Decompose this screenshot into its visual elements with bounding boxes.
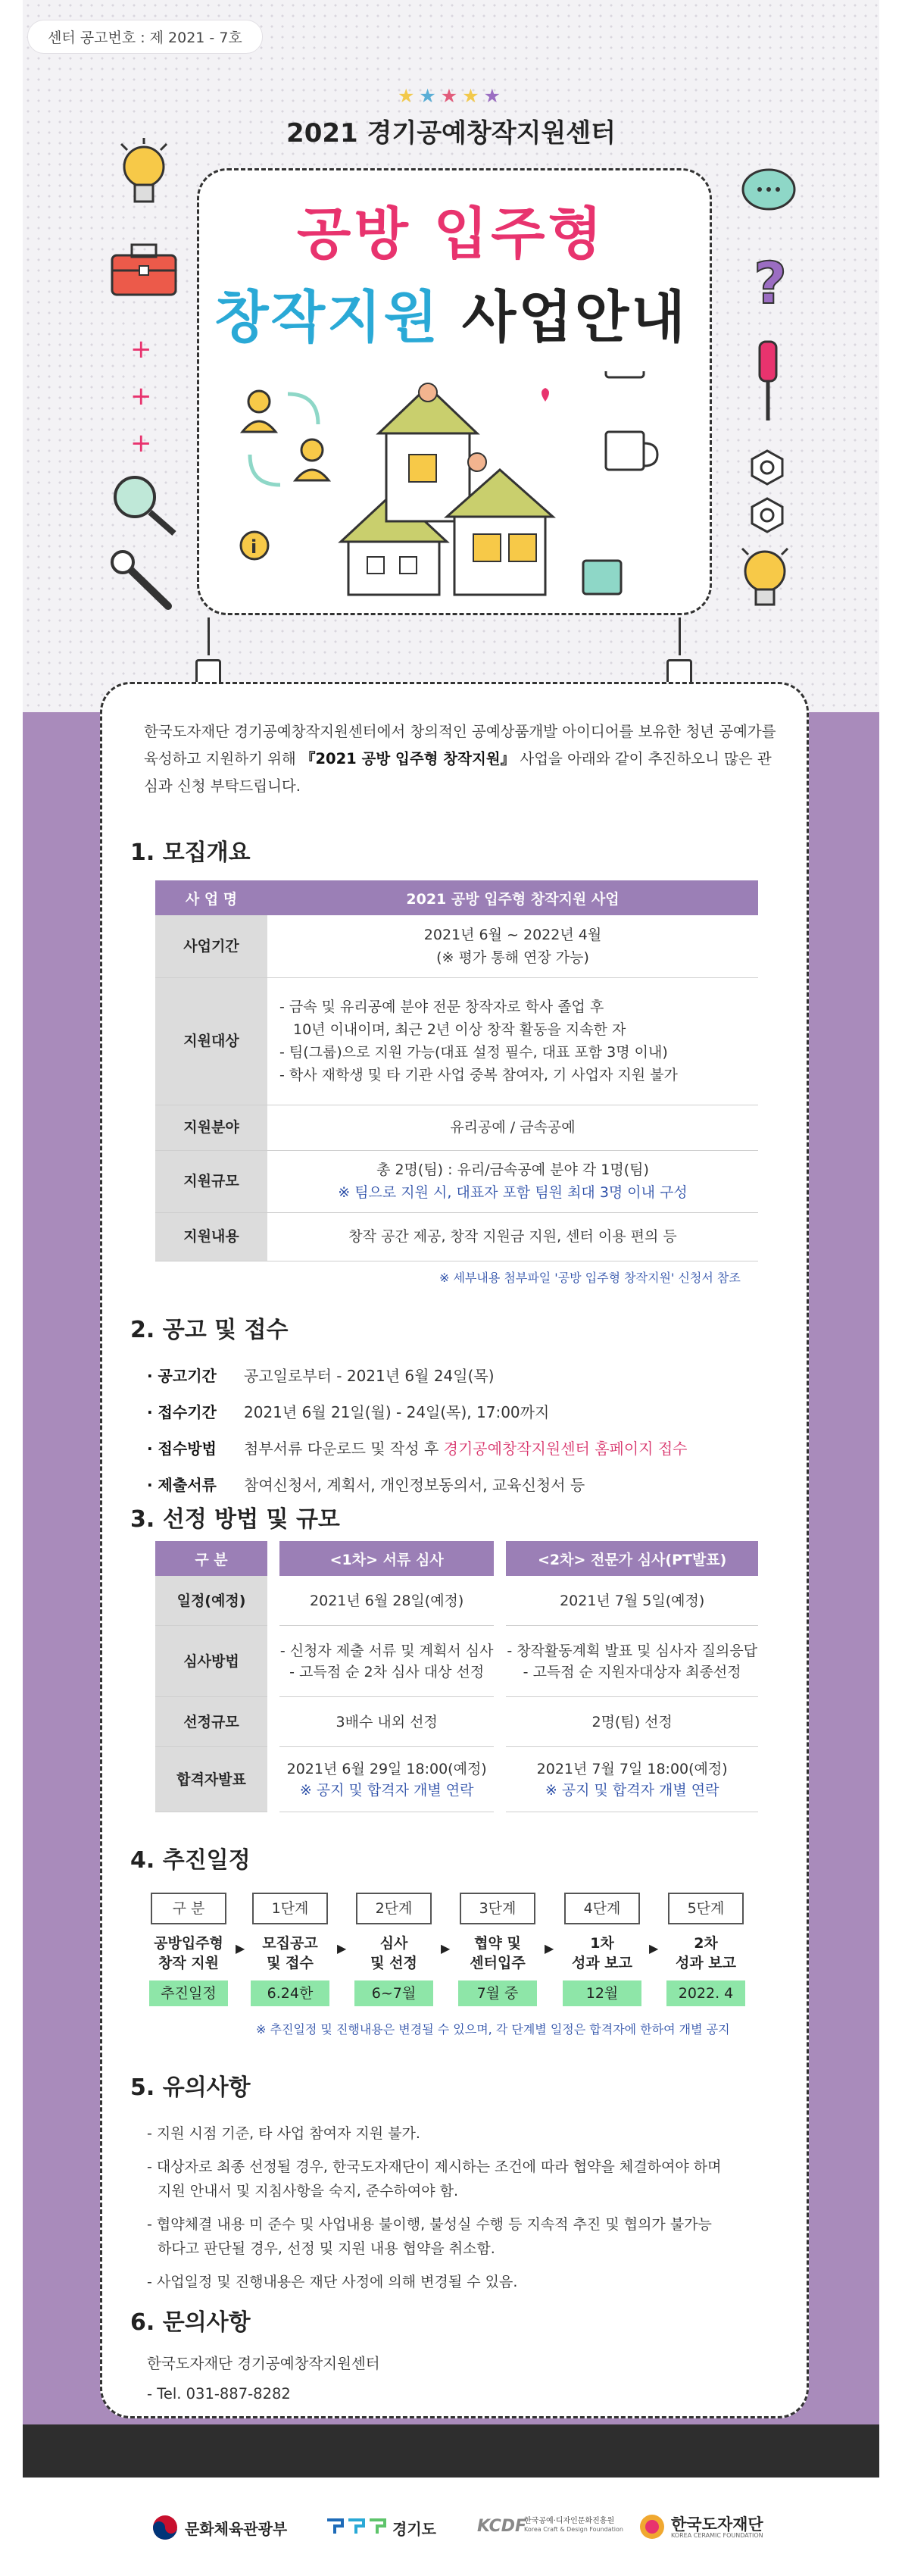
hero-title-support: 창작지원 xyxy=(214,285,441,350)
taegeuk-logo-icon xyxy=(151,2514,179,2541)
speech-bubble-icon xyxy=(738,165,799,218)
gap xyxy=(494,1747,506,1812)
target-value xyxy=(267,977,758,1105)
magnifier-icon xyxy=(106,470,182,538)
notice-number-badge: 센터 공고번호 : 제 2021 - 7호 xyxy=(27,20,263,54)
scale-label: 지원규모 xyxy=(155,1150,267,1212)
caution-item-2a: - 대상자로 최종 선정될 경우, 한국도자재단이 제시하는 조건에 따라 협약을 체결하여야 하며 xyxy=(147,2159,722,2175)
hanger-stem-right xyxy=(679,617,681,655)
center-name: 2021 경기공예창작지원센터 xyxy=(286,118,616,148)
contact-tel: - Tel. 031-887-8282 xyxy=(147,2385,291,2402)
schedule-1: 2021년 6월 28일(예정) xyxy=(279,1576,494,1626)
receipt-period-value: 2021년 6월 21일(월) - 24일(목), 17:00까지 xyxy=(244,1403,550,1421)
selection-head-2: <2차> 전문가 심사(PT발표) xyxy=(506,1541,758,1576)
announce-period-key: · 공고기간 xyxy=(147,1367,217,1385)
schedule-arrow-icon: ▶ xyxy=(545,1941,554,1955)
gap xyxy=(267,1697,279,1747)
svg-text:i: i xyxy=(251,536,257,558)
hanger-left xyxy=(195,659,221,685)
schedule-step-date: 6~7월 xyxy=(354,1980,433,2006)
method-label: 심사방법 xyxy=(155,1626,267,1697)
announce-period-value: 공고일로부터 - 2021년 6월 24일(목) xyxy=(244,1367,495,1385)
scale-line-1: 총 2명(팀) : 유리/금속공예 분야 각 1명(팀) xyxy=(376,1161,649,1178)
logo-kcdf-name: 한국공예·디자인문화진흥원 xyxy=(524,2517,615,2525)
receipt-period-row xyxy=(147,1400,549,1422)
receipt-method-row xyxy=(147,1436,687,1458)
schedule-step-date: 6.24한 xyxy=(251,1980,329,2006)
intro-highlight: 『2021 공방 입주형 창작지원』 xyxy=(300,750,516,767)
schedule-step-name: 공방입주형 창작 지원 xyxy=(154,1935,223,1971)
receipt-method-value: 첨부서류 다운로드 및 작성 후 xyxy=(244,1440,444,1458)
logo-ceramic-foundation: 한국도자재단 xyxy=(671,2515,763,2534)
logo-ministry: 문화체육관광부 xyxy=(185,2520,288,2538)
gap xyxy=(494,1697,506,1747)
schedule-step-head: 4단계 xyxy=(564,1893,640,1924)
nut-icon xyxy=(748,449,786,486)
schedule-arrow-icon: ▶ xyxy=(649,1941,659,1955)
result-1a: 2021년 6월 29일 18:00(예정) xyxy=(286,1760,487,1777)
lightbulb-icon xyxy=(114,136,174,220)
method-1b: - 고득점 순 2차 심사 대상 선정 xyxy=(289,1663,485,1680)
hero-illustration xyxy=(227,371,697,599)
hanger-right xyxy=(666,659,692,685)
homepage-link[interactable]: 경기공예창작지원센터 홈페이지 접수 xyxy=(443,1440,688,1458)
schedule-label: 일정(예정) xyxy=(155,1576,267,1626)
schedule-step-date: 12월 xyxy=(563,1980,641,2006)
section5-title: 5. 유의사항 xyxy=(130,2074,251,2101)
result-1 xyxy=(279,1747,494,1812)
selection-scale-label: 선정규모 xyxy=(155,1697,267,1747)
method-1a: - 신청자 제출 서류 및 계획서 심사 xyxy=(279,1642,494,1659)
gap xyxy=(267,1541,279,1576)
selection-scale-1: 3배수 내외 선정 xyxy=(279,1697,494,1747)
schedule-arrow-icon: ▶ xyxy=(441,1941,451,1955)
selection-head-1: <1차> 서류 심사 xyxy=(279,1541,494,1576)
screwdriver-icon xyxy=(746,337,791,428)
method-1 xyxy=(279,1626,494,1697)
result-label: 합격자발표 xyxy=(155,1747,267,1812)
svg-text:?: ? xyxy=(754,250,788,317)
schedule-arrow-icon: ▶ xyxy=(337,1941,347,1955)
result-2b: ※ 공지 및 합격자 개별 연락 xyxy=(545,1781,719,1799)
schedule-step-head: 5단계 xyxy=(668,1893,744,1924)
receipt-method-key: · 접수방법 xyxy=(147,1440,217,1458)
intro-paragraph xyxy=(144,718,780,800)
target-line-3: - 팀(그룹)으로 지원 가능(대표 설정 필수, 대표 포함 3명 이내) xyxy=(279,1044,668,1061)
intro-text-1: 한국도자재단 경기공예창작지원센터에서 창의적인 공예상품개발 아이디어를 보유한 청년 공예가를 육성하고 지원하기 위해 xyxy=(144,723,776,767)
section6-title: 6. 문의사항 xyxy=(130,2309,251,2336)
wrench-icon xyxy=(106,547,182,615)
gap xyxy=(267,1626,279,1697)
ceramic-foundation-logo-icon xyxy=(638,2512,666,2541)
logo-kcdf: KCDF xyxy=(477,2517,527,2536)
field-value: 유리공예 / 금속공예 xyxy=(267,1105,758,1150)
plus-decoration-icon: + + + xyxy=(130,334,152,458)
method-2b: - 고득점 순 지원자대상자 최종선정 xyxy=(523,1663,741,1680)
schedule-arrow-icon: ▶ xyxy=(236,1941,245,1955)
gap xyxy=(267,1576,279,1626)
schedule-step-head: 1단계 xyxy=(252,1893,328,1924)
result-2a: 2021년 7월 7일 18:00(예정) xyxy=(536,1760,728,1777)
gyeonggi-logo-icon xyxy=(326,2515,388,2538)
gap xyxy=(494,1626,506,1697)
caution-item-4: - 사업일정 및 진행내용은 재단 사정에 의해 변경될 수 있음. xyxy=(147,2274,518,2290)
schedule-step-date: 추진일정 xyxy=(149,1980,228,2006)
lightbulb-icon-2 xyxy=(735,539,795,623)
logo-ceramic-foundation-english: KOREA CERAMIC FOUNDATION xyxy=(671,2532,763,2539)
schedule-step-name: 2차 성과 보고 xyxy=(675,1935,737,1971)
documents-row xyxy=(147,1473,585,1495)
schedule-step-head: 구 분 xyxy=(151,1893,226,1924)
schedule-step-head: 3단계 xyxy=(460,1893,535,1924)
gap xyxy=(494,1541,506,1576)
period-line-1: 2021년 6월 ~ 2022년 4월 xyxy=(423,926,602,943)
schedule-note: ※ 추진일정 및 진행내용은 변경될 수 있으며, 각 단계별 일정은 합격자에 한하여 개별 공지 xyxy=(256,2022,730,2037)
section3-title: 3. 선정 방법 및 규모 xyxy=(130,1506,340,1533)
scale-line-2: ※ 팀으로 지원 시, 대표자 포함 팀원 최대 3명 이내 구성 xyxy=(338,1184,688,1201)
table-head-value: 2021 공방 입주형 창작지원 사업 xyxy=(267,880,758,915)
hero-title-line1: 공방 입주형 xyxy=(296,202,606,267)
result-2 xyxy=(506,1747,758,1812)
documents-key: · 제출서류 xyxy=(147,1476,217,1494)
caution-item-2b: 지원 안내서 및 지침사항을 숙지, 준수하여야 함. xyxy=(158,2183,459,2199)
target-line-4: - 학사 재학생 및 타 기관 사업 중복 참여자, 기 사업자 지원 불가 xyxy=(279,1067,678,1083)
gap xyxy=(494,1576,506,1626)
toolbox-icon xyxy=(106,239,182,299)
documents-value: 참여신청서, 계획서, 개인정보동의서, 교육신청서 등 xyxy=(244,1476,585,1494)
schedule-2: 2021년 7월 5일(예정) xyxy=(506,1576,758,1626)
period-line-2: (※ 평가 통해 연장 가능) xyxy=(436,949,589,966)
schedule-step-name: 협약 및 센터입주 xyxy=(470,1935,526,1971)
recruitment-table xyxy=(155,880,758,1261)
footer-logos-bar xyxy=(0,2478,902,2576)
caution-item-1: - 지원 시점 기준, 타 사업 참여자 지원 불가. xyxy=(147,2125,420,2142)
method-2a: - 창작활동계획 발표 및 심사자 질의응답 xyxy=(507,1642,758,1659)
schedule-step-date: 2022. 4 xyxy=(666,1980,745,2006)
selection-table xyxy=(155,1541,758,1812)
schedule-step-name: 1차 성과 보고 xyxy=(571,1935,633,1971)
result-1b: ※ 공지 및 합격자 개별 연락 xyxy=(299,1781,474,1799)
schedule-step-head: 2단계 xyxy=(356,1893,432,1924)
stars-decoration: ★★★★★ xyxy=(397,85,506,107)
content-label: 지원내용 xyxy=(155,1212,267,1261)
section4-title: 4. 추진일정 xyxy=(130,1847,251,1874)
caution-item-3a: - 협약체결 내용 미 준수 및 사업내용 불이행, 불성실 수행 등 지속적 추진 및 협의가 불가능 xyxy=(147,2216,712,2233)
intro-text-2: 사업을 아래와 같이 추진하오니 많은 관심과 신청 부탁드립니다. xyxy=(144,750,772,795)
contact-org: 한국도자재단 경기공예창작지원센터 xyxy=(147,2355,380,2372)
target-line-2: 10년 이내이며, 최근 2년 이상 창작 활동을 지속한 자 xyxy=(293,1021,626,1038)
scale-value xyxy=(267,1150,758,1212)
table-head-label: 사 업 명 xyxy=(155,880,267,915)
question-mark-icon xyxy=(746,250,791,318)
schedule-step-date: 7월 중 xyxy=(458,1980,537,2006)
method-2 xyxy=(506,1626,758,1697)
hanger-stem-left xyxy=(208,617,210,655)
selection-head-label: 구 분 xyxy=(155,1541,267,1576)
schedule-step-name: 모집공고 및 접수 xyxy=(262,1935,318,1971)
schedule-step-name: 심사 및 선정 xyxy=(370,1935,417,1971)
period-label: 사업기간 xyxy=(155,915,267,977)
section2-title: 2. 공고 및 접수 xyxy=(130,1317,289,1343)
gap xyxy=(267,1747,279,1812)
period-value xyxy=(267,915,758,977)
field-label: 지원분야 xyxy=(155,1105,267,1150)
logo-kcdf-english: Korea Craft & Design Foundation xyxy=(524,2526,623,2533)
nut-icon-2 xyxy=(748,496,786,534)
logo-gyeonggi: 경기도 xyxy=(392,2520,436,2538)
selection-scale-2: 2명(팀) 선정 xyxy=(506,1697,758,1747)
target-line-1: - 금속 및 유리공예 분야 전문 창작자로 학사 졸업 후 xyxy=(279,999,604,1015)
hero-title-guide: 사업안내 xyxy=(461,285,688,350)
recruitment-note: ※ 세부내용 첨부파일 '공방 입주형 창작지원' 신청서 참조 xyxy=(439,1271,741,1285)
caution-item-3b: 하다고 판단될 경우, 선정 및 지원 내용 협약을 취소함. xyxy=(158,2240,495,2257)
section1-title: 1. 모집개요 xyxy=(130,839,251,866)
target-label: 지원대상 xyxy=(155,977,267,1105)
content-value: 창작 공간 제공, 창작 지원금 지원, 센터 이용 편의 등 xyxy=(267,1212,758,1261)
receipt-period-key: · 접수기간 xyxy=(147,1403,217,1421)
dark-bottom-band xyxy=(23,2424,879,2478)
announce-period-row xyxy=(147,1364,495,1386)
